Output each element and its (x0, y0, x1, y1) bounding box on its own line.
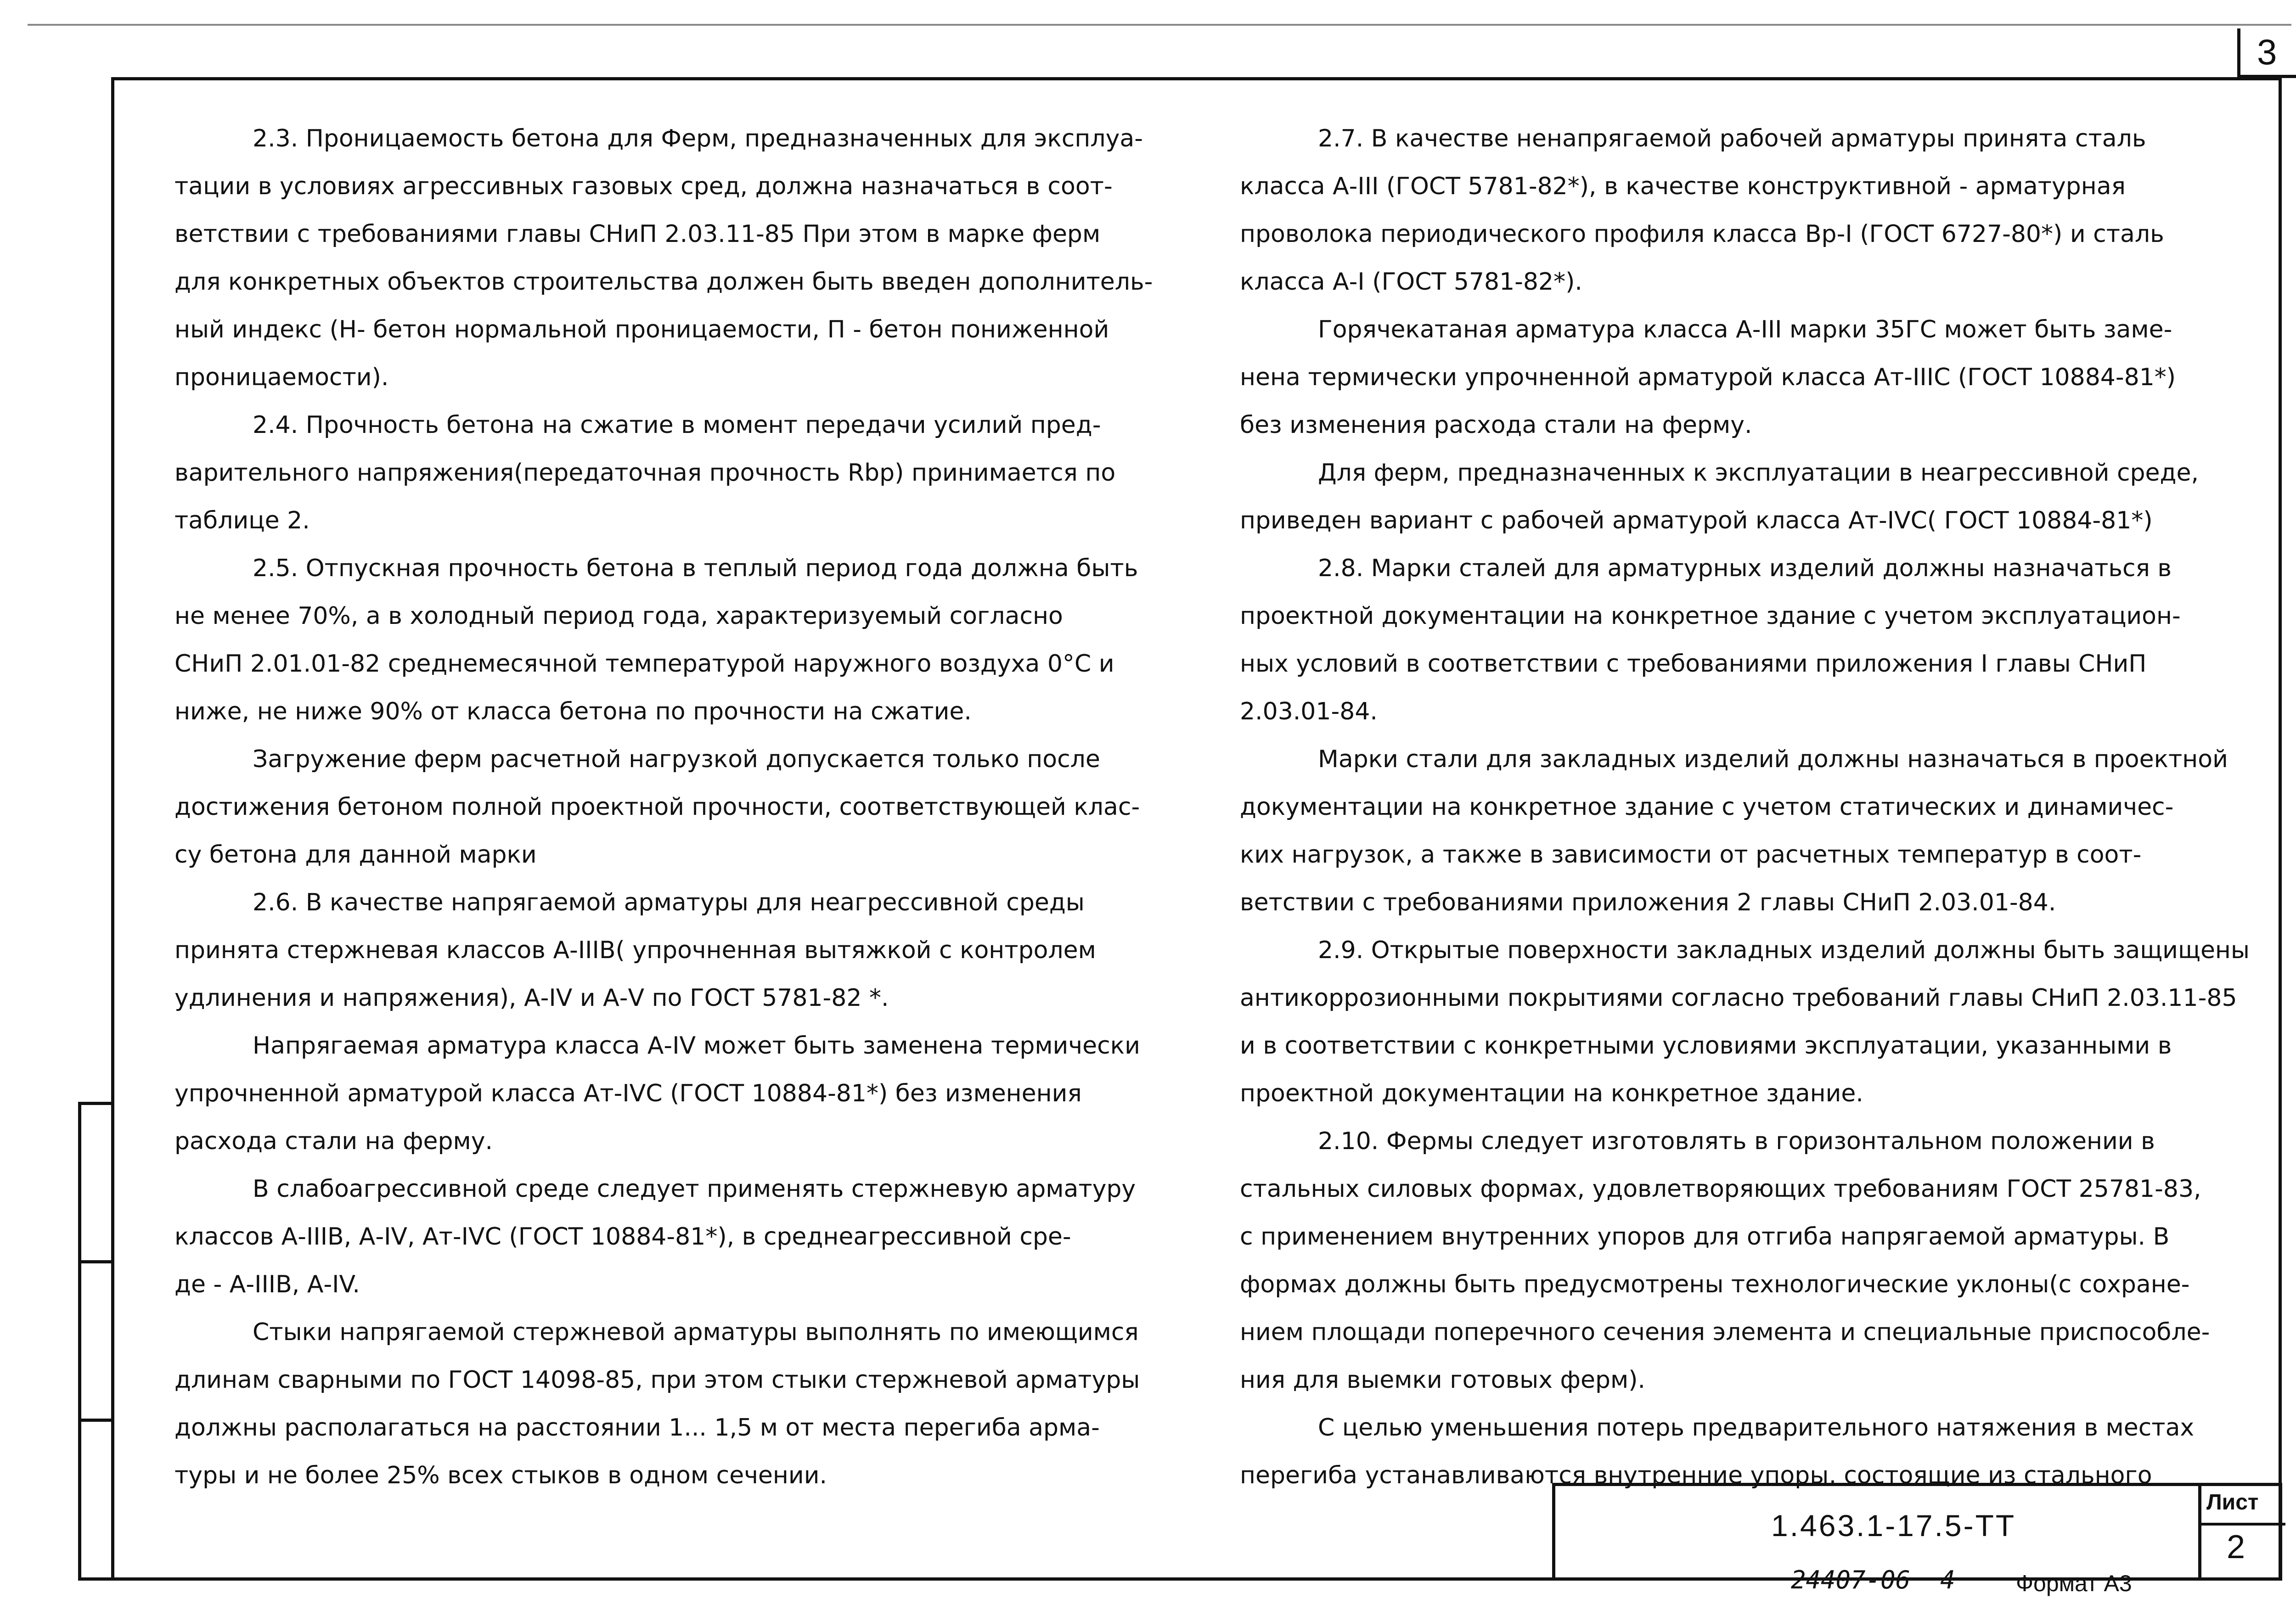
text-line: антикоррозионными покрытиями согласно требований главы СНиП 2.03.11-85 (1240, 984, 2237, 1012)
margin-mark-bottom (78, 1577, 112, 1581)
text-line: ветствии с требованиями главы СНиП 2.03.11-85 При этом в марке ферм (174, 220, 1101, 248)
page-number-box (2237, 28, 2296, 78)
top-rule (28, 24, 2291, 26)
list-cell-divider (2198, 1486, 2201, 1577)
text-line: 2.8. Марки сталей для арматурных изделий должны назначаться в (1318, 555, 2172, 582)
list-number: 2 (2227, 1529, 2245, 1565)
margin-mark-1 (78, 1102, 112, 1105)
text-line: 2.4. Прочность бетона на сжатие в момент передачи усилий пред- (253, 411, 1101, 439)
text-line: ниже, не ниже 90% от класса бетона по прочности на сжатие. (174, 698, 972, 725)
text-line: ветствии с требованиями приложения 2 главы СНиП 2.03.01-84. (1240, 889, 2056, 916)
text-line: С целью уменьшения потерь предварительного натяжения в местах (1318, 1414, 2195, 1442)
text-line: таблице 2. (174, 507, 310, 534)
page-number: 3 (2257, 32, 2277, 72)
text-line: 2.9. Открытые поверхности закладных изделий должны быть защищены (1318, 937, 2250, 964)
text-line: тации в условиях агрессивных газовых сред, должна назначаться в соот- (174, 173, 1113, 200)
text-line: Стыки напрягаемой стержневой арматуры выполнять по имеющимся (253, 1318, 1139, 1346)
text-line: проектной документации на конкретное здание. (1240, 1080, 1863, 1107)
text-line: 2.7. В качестве ненапрягаемой рабочей арматуры принята сталь (1318, 125, 2146, 152)
text-line: без изменения расхода стали на ферму. (1240, 411, 1752, 439)
text-line: проницаемости). (174, 364, 389, 391)
text-line: нием площади поперечного сечения элемента и специальные приспособле- (1240, 1318, 2210, 1346)
text-line: достижения бетоном полной проектной прочности, соответствующей клас- (174, 793, 1140, 821)
text-line: принята стержневая классов А-IIIВ( упрочненная вытяжкой с контролем (174, 937, 1096, 964)
text-line: Загружение ферм расчетной нагрузкой допускается только после (253, 746, 1100, 773)
text-line: классов А-IIIВ, А-IV, Ат-IVС (ГОСТ 10884-81*), в среднеагрессивной сре- (174, 1223, 1071, 1251)
text-line: перегиба устанавливаются внутренние упоры, состоящие из стального (1240, 1462, 2152, 1489)
left-text-column (174, 115, 1208, 1499)
margin-mark-2 (78, 1260, 112, 1263)
text-line: должны располагаться на расстоянии 1... 1,5 м от места перегиба арма- (174, 1414, 1100, 1442)
text-line: упрочненной арматурой класса Ат-IVС (ГОСТ 10884-81*) без изменения (174, 1080, 1082, 1107)
text-line: ных условий в соответствии с требованиями приложения I главы СНиП (1240, 650, 2147, 678)
text-line: ный индекс (Н- бетон нормальной проницаемости, П - бетон пониженной (174, 316, 1109, 343)
text-line: ния для выемки готовых ферм). (1240, 1366, 1646, 1394)
text-line: де - А-IIIВ, А-IV. (174, 1271, 360, 1298)
right-text-column (1240, 115, 2273, 1499)
text-line: 2.03.01-84. (1240, 698, 1378, 725)
text-line: СНиП 2.01.01-82 среднемесячной температурой наружного воздуха 0°С и (174, 650, 1114, 678)
text-line: с применением внутренних упоров для отгиба напрягаемой арматуры. В (1240, 1223, 2170, 1251)
list-label: Лист (2206, 1490, 2259, 1515)
text-line: и в соответствии с конкретными условиями эксплуатации, указанными в (1240, 1032, 2172, 1060)
format-label: Формат А3 (2016, 1571, 2132, 1596)
text-line: Горячекатаная арматура класса А-III марки 35ГС может быть заме- (1318, 316, 2172, 343)
text-line: су бетона для данной марки (174, 841, 537, 869)
text-line: стальных силовых формах, удовлетворяющих требованиям ГОСТ 25781-83, (1240, 1175, 2201, 1203)
text-line: Для ферм, предназначенных к эксплуатации в неагрессивной среде, (1318, 459, 2199, 487)
text-line: 2.3. Проницаемость бетона для Ферм, предназначенных для эксплуа- (253, 125, 1143, 152)
list-cell-hline (2198, 1523, 2285, 1526)
text-line: нена термически упрочненной арматурой класса Ат-IIIС (ГОСТ 10884-81*) (1240, 364, 2176, 391)
text-line: длинам сварными по ГОСТ 14098-85, при этом стыки стержневой арматуры (174, 1366, 1140, 1394)
text-line: В слабоагрессивной среде следует применять стержневую арматуру (253, 1175, 1136, 1203)
text-line: 2.5. Отпускная прочность бетона в теплый период года должна быть (253, 555, 1138, 582)
text-line: удлинения и напряжения), А-IV и А-V по ГОСТ 5781-82 *. (174, 984, 889, 1012)
text-line: варительного напряжения(передаточная прочность Rbp) принимается по (174, 459, 1116, 487)
document-code: 1.463.1-17.5-ТТ (1771, 1509, 2016, 1543)
text-line: Марки стали для закладных изделий должны назначаться в проектной (1318, 746, 2228, 773)
text-line: для конкретных объектов строительства должен быть введен дополнитель- (174, 268, 1153, 296)
margin-mark-vertical (78, 1102, 81, 1579)
text-line: формах должны быть предусмотрены технологические уклоны(с сохране- (1240, 1271, 2190, 1298)
text-line: приведен вариант с рабочей арматурой класса Ат-IVС( ГОСТ 10884-81*) (1240, 507, 2153, 534)
text-line: проволока периодического профиля класса Вр-I (ГОСТ 6727-80*) и сталь (1240, 220, 2164, 248)
margin-mark-3 (78, 1419, 112, 1422)
text-line: ких нагрузок, а также в зависимости от расчетных температур в соот- (1240, 841, 2142, 869)
text-line: Напрягаемая арматура класса А-IV может быть заменена термически (253, 1032, 1140, 1060)
text-line: туры и не более 25% всех стыков в одном сечении. (174, 1462, 827, 1489)
text-line: документации на конкретное здание с учетом статических и динамичес- (1240, 793, 2174, 821)
inventory-number: 24407-06 4 (1791, 1565, 1955, 1594)
text-line: проектной документации на конкретное здание с учетом эксплуатацион- (1240, 602, 2181, 630)
text-line: класса А-I (ГОСТ 5781-82*). (1240, 268, 1582, 296)
text-line: расхода стали на ферму. (174, 1128, 493, 1155)
text-line: 2.6. В качестве напрягаемой арматуры для неагрессивной среды (253, 889, 1085, 916)
text-line: не менее 70%, а в холодный период года, характеризуемый согласно (174, 602, 1063, 630)
text-line: 2.10. Фермы следует изготовлять в горизонтальном положении в (1318, 1128, 2155, 1155)
text-line: класса А-III (ГОСТ 5781-82*), в качестве конструктивной - арматурная (1240, 173, 2126, 200)
